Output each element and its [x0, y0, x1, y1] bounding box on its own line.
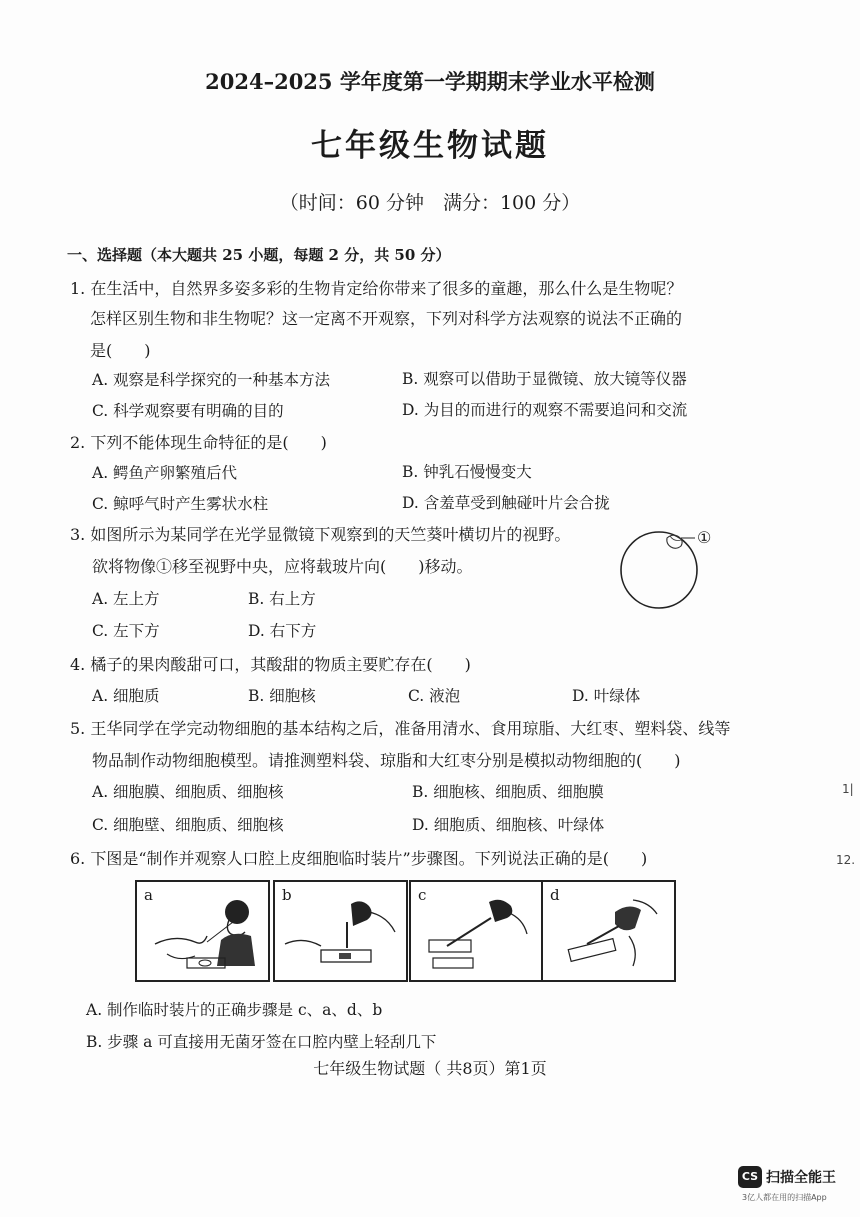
- figure-label: ①: [697, 528, 712, 547]
- watermark-tagline: 3亿人都在用的扫描App: [742, 1193, 827, 1202]
- option-a: A. 制作临时装片的正确步骤是 c、a、d、b: [86, 1001, 383, 1019]
- exam-title: 七年级生物试题: [311, 128, 549, 164]
- step-figure-a: [135, 880, 270, 982]
- option-c: C. 鲸呼气时产生雾状水柱: [92, 495, 269, 513]
- figure-label: a: [144, 886, 153, 904]
- question-text: 是( ): [90, 341, 151, 360]
- step-figure-d: [541, 880, 676, 982]
- option-b: B. 步骤 a 可直接用无菌牙签在口腔内壁上轻刮几下: [86, 1033, 437, 1051]
- option-d: D. 叶绿体: [572, 687, 641, 705]
- pipette-illustration: [411, 882, 542, 980]
- question-text: 怎样区别生物和非生物呢？这一定离不开观察，下列对科学方法观察的说法不正确的: [90, 309, 683, 328]
- option-a: A. 观察是科学探究的一种基本方法: [92, 371, 331, 389]
- figure-label: b: [282, 886, 292, 904]
- option-a: A. 细胞质: [92, 687, 160, 705]
- question-text: 6. 下图是“制作并观察人口腔上皮细胞临时装片”步骤图。下列说法正确的是( ): [70, 849, 648, 868]
- option-a: A. 鳄鱼产卵繁殖后代: [92, 464, 238, 482]
- option-a: A. 左上方: [92, 590, 160, 608]
- option-b: B. 钟乳石慢慢变大: [402, 463, 532, 481]
- option-d: D. 右下方: [248, 622, 317, 640]
- option-b: B. 观察可以借助于显微镜、放大镜等仪器: [402, 370, 687, 388]
- question-text: 1. 在生活中，自然界多姿多彩的生物肯定给你带来了很多的童趣，那么什么是生物呢？: [70, 279, 683, 298]
- option-a: A. 细胞膜、细胞质、细胞核: [92, 783, 284, 801]
- question-text: 欲将物像①移至视野中央，应将载玻片向( )移动。: [92, 557, 473, 576]
- dropper-illustration: [275, 882, 406, 980]
- option-b: B. 细胞核、细胞质、细胞膜: [412, 783, 604, 801]
- option-d: D. 细胞质、细胞核、叶绿体: [412, 816, 605, 834]
- exam-time-score: （时间：60 分钟 满分：100 分）: [279, 192, 581, 214]
- option-c: C. 左下方: [92, 622, 160, 640]
- option-d: D. 含羞草受到触碰叶片会合拢: [402, 494, 610, 512]
- option-c: C. 液泡: [408, 687, 461, 705]
- step-figure-c: [409, 880, 544, 982]
- figure-label: d: [550, 886, 560, 904]
- margin-mark: 12.: [836, 853, 856, 867]
- option-b: B. 右上方: [248, 590, 316, 608]
- option-c: C. 科学观察要有明确的目的: [92, 402, 284, 420]
- option-b: B. 细胞核: [248, 687, 316, 705]
- scrape-cheek-illustration: [137, 882, 268, 980]
- tweezers-coverslip-illustration: [543, 882, 674, 980]
- question-text: 5. 王华同学在学完动物细胞的基本结构之后，准备用清水、食用琼脂、大红枣、塑料袋、线等: [70, 719, 731, 738]
- question-text: 物品制作动物细胞模型。请推测塑料袋、琼脂和大红枣分别是模拟动物细胞的( ): [92, 751, 681, 770]
- margin-mark: 1|: [842, 782, 854, 796]
- exam-term-line: 2024–2025 学年度第一学期期末学业水平检测: [205, 69, 655, 94]
- option-d: D. 为目的而进行的观察不需要追问和交流: [402, 401, 688, 419]
- watermark-name: 扫描全能王: [766, 1170, 836, 1186]
- question-text: 4. 橘子的果肉酸甜可口，其酸甜的物质主要贮存在( ): [70, 655, 471, 674]
- camscanner-logo-icon: CS: [738, 1166, 762, 1188]
- option-c: C. 细胞壁、细胞质、细胞核: [92, 816, 284, 834]
- section-heading: 一、选择题（本大题共 25 小题，每题 2 分，共 50 分）: [67, 246, 451, 264]
- question-text: 3. 如图所示为某同学在光学显微镜下观察到的天竺葵叶横切片的视野。: [70, 525, 571, 544]
- figure-label: c: [418, 886, 427, 904]
- step-figure-b: [273, 880, 408, 982]
- question-text: 2. 下列不能体现生命特征的是( ): [70, 433, 327, 452]
- page-footer: 七年级生物试题（ 共8页）第1页: [313, 1059, 547, 1078]
